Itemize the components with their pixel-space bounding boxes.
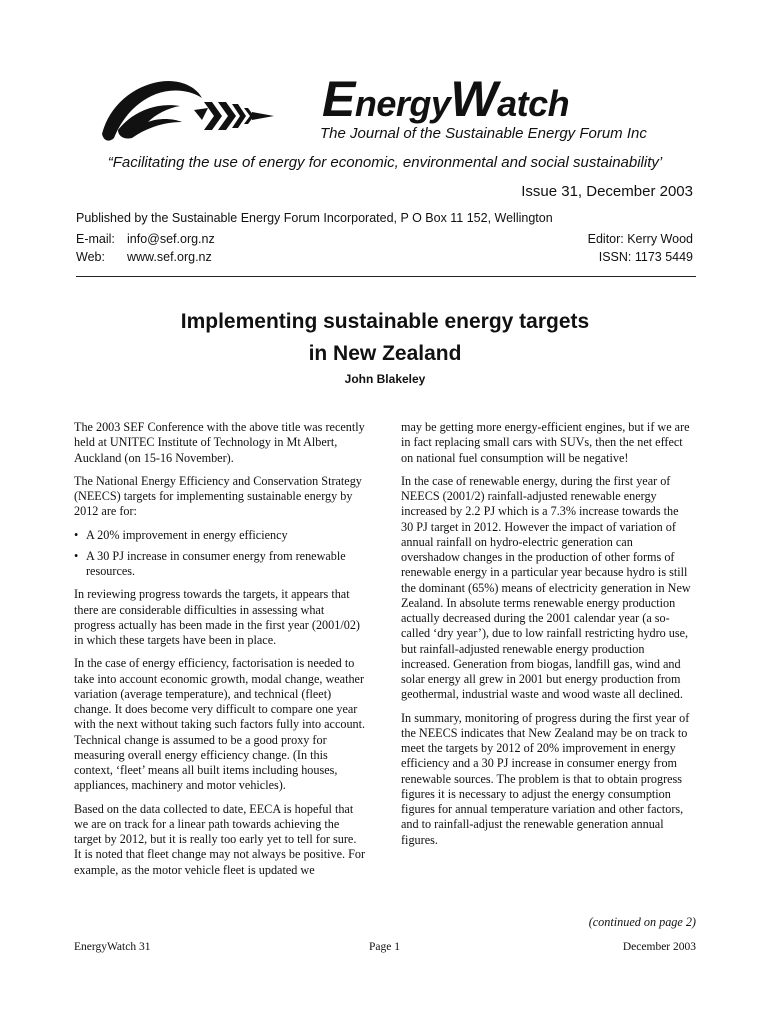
editor-credit: Editor: Kerry Wood xyxy=(587,232,693,246)
web-label: Web: xyxy=(76,250,105,264)
article-column-right xyxy=(401,420,693,856)
brand-initial-w: W xyxy=(450,71,498,127)
footer-publication: EnergyWatch 31 xyxy=(74,941,151,953)
publisher-line: Published by the Sustainable Energy Forum Incorporated, P O Box 11 152, Wellington xyxy=(76,211,553,225)
tagline: “Facilitating the use of energy for economic, environmental and social sustainability’ xyxy=(107,154,663,171)
paragraph: In the case of renewable energy, during the first year of NEECS (2001/2) rainfall-adjusted renewable energy increased by 2.2 PJ which is a 7.3% increase towards the 30 PJ target in 2012. However the impact of variation of annual rainfall on hydro-electric generation can overshadow changes in the production of other forms of renewable energy in a particular year because hydro is still the dominant (65%) means of electricity generation in New Zealand. In absolute terms renewable energy production actually decreased during the 2001 calendar year (a so-called ‘dry year’), due to low rainfall restricting hydro use, but rainfall-adjusted renewable energy production increased. Generation from biogas, landfill gas, wind and solar energy all grew in 2001 but energy production from geothermal, industrial waste and wood waste all declined. xyxy=(401,473,691,702)
energywatch-logo-icon xyxy=(98,72,278,150)
paragraph: In summary, monitoring of progress during the first year of the NEECS indicates that New Zealand may be on track to meet the targets by 2012 of 20% improvement in energy efficiency and a 30 PJ increase in consumer energy from renewable sources. The problem is that to obtain progress figures it is necessary to adjust the energy consumption figures for annual temperature variation and other factors, and to rainfall-adjust the renewable generation annual figures. xyxy=(401,710,690,847)
footer-date: December 2003 xyxy=(622,941,696,953)
brand-initial-e: E xyxy=(322,71,355,127)
issue-number: Issue 31, December 2003 xyxy=(521,183,693,200)
journal-subtitle: The Journal of the Sustainable Energy Forum Inc xyxy=(320,125,647,142)
list-item: • A 20% improvement in energy efficiency xyxy=(74,528,366,543)
web-row xyxy=(76,250,212,264)
footer-page-number: Page 1 xyxy=(369,941,400,953)
web-link[interactable]: www.sef.org.nz xyxy=(127,250,212,264)
article-column-left xyxy=(74,420,366,886)
email-link[interactable]: info@sef.org.nz xyxy=(127,232,215,246)
paragraph: The National Energy Efficiency and Conservation Strategy (NEECS) targets for implementing sustainable energy by 2012 are for: xyxy=(74,473,362,519)
paragraph: In the case of energy efficiency, factorisation is needed to take into account economic growth, modal change, weather variation (average temperature), and technical (fleet) change. It does become very difficult to compare one year with the next without taking such factors fully into account. Technical change is assumed to be a good proxy for measuring overall energy efficiency change. (In this context, ‘fleet’ means all built items including houses, appliances, machinery and motor vehicles). xyxy=(74,656,366,793)
brand-nergy: nergy xyxy=(354,83,451,124)
article-title-line-2: in New Zealand xyxy=(308,342,462,365)
paragraph: may be getting more energy-efficient engines, but if we are in fact replacing small cars with SUVs, then the net effect on national fuel consumption will be negative! xyxy=(401,420,690,465)
continued-note: (continued on page 2) xyxy=(588,915,696,929)
paragraph: Based on the data collected to date, EECA is hopeful that we are on track for a linear path towards achieving the target by 2012, but it is really too early yet to tell for sure. It is noted that fleet change may not always be positive. For example, as the motor vehicle fleet is updated we xyxy=(74,801,366,877)
email-label: E-mail: xyxy=(76,232,115,246)
issn: ISSN: 1173 5449 xyxy=(598,250,693,264)
article-title xyxy=(0,306,770,370)
email-row xyxy=(76,232,215,246)
header-divider xyxy=(76,276,696,277)
brand-atch: atch xyxy=(497,83,570,124)
article-title-line-1: Implementing sustainable energy targets xyxy=(180,310,590,333)
masthead-brand xyxy=(322,70,569,128)
paragraph: The 2003 SEF Conference with the above title was recently held at UNITEC Institute of Technology in Mt Albert, Auckland (on 15-16 November). xyxy=(74,420,365,465)
list-item: • A 30 PJ increase in consumer energy from renewable resources. xyxy=(74,549,366,580)
article-author: John Blakeley xyxy=(344,372,426,386)
targets-list xyxy=(74,528,366,580)
paragraph: In reviewing progress towards the targets, it appears that there are considerable difficulties in assessing what progress actually has been made in the first year (2001/02) in which these targets have been in place. xyxy=(74,587,360,647)
